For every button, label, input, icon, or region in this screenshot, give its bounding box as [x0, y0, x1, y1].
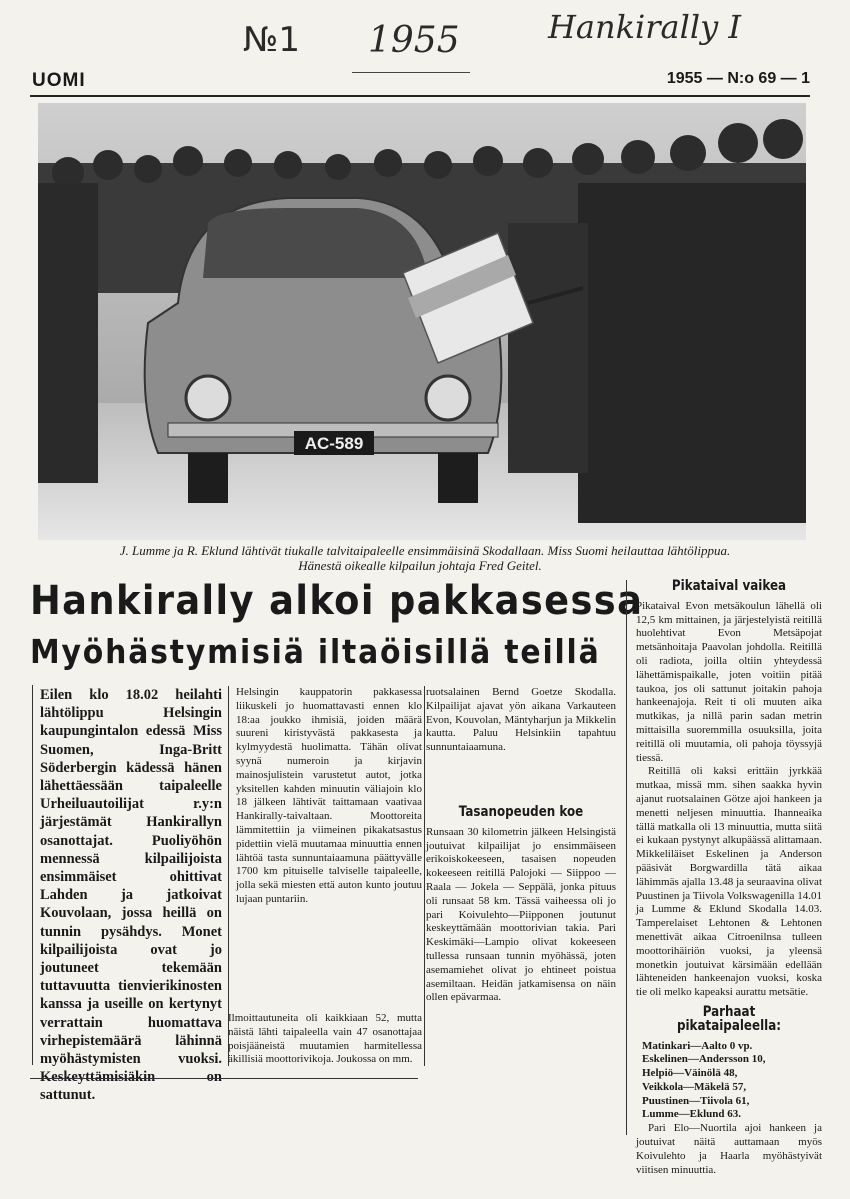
article-column-3: ruotsalainen Bernd Goetze Skodalla. Kilpailijat ajavat yön aikana Varkauteen Evon, Kouvolan, Mäntyharjun ja Mikkelin kautta. Paluu Helsinkiin tapahtuu sunnuntaiaamuna. [426, 686, 616, 754]
column-rule-2 [424, 686, 425, 1066]
subhead-tasanopeuden-koe: Tasanopeuden koe [458, 804, 584, 820]
article-column-4-paragraph-2: Reitillä oli kaksi erittäin jyrkkää mutkaa, missä mm. sihen saakka hyvin ajanut ruotsalainen Götze ajoi hankeen ja menetti neljesen minuuttia. Ihanneaika tällä matkalla oli 13 minuuttia, mutta siitä ei kukaan pystynyt alkupäässä alittamaan. Mikkeliläiset Eskelinen ja Anderson pääsivät Borgwardilla tätä aikaa lähimmäs ajalla 13.48 ja seuraavina olivat Puustinen ja Tiivola Volkswagenilla 14.01 ja Lumme & Eklund Skodalla 14.03. Tamperelaiset Lehtonen & Lehtonen menettivät aikaa Citroenilnsa tulleen moottorihäiriön vuoksi, ja yleensä monetkin joutuivat kärsimään edellään lähteneiden hankeenajon vuoksi, koska tie oli melko kapeaksi aurattu metsätie. [636, 765, 822, 999]
article-column-2-continued: Ilmoittautuneita oli kaikkiaan 52, mutta näistä lähti taipaleella vain 47 osanottajaa poisjääneistä muutamien harmitellessa äkillisiä moottorivikoja. Joukossa on mm. [228, 1012, 422, 1066]
article-column-4-paragraph-3: Pari Elo—Nuortila ajoi hankeen ja joutuivat näitä auttamaan myös Koivulehto ja Haarla myöhästyivät viitisen minuuttia. [636, 1122, 822, 1176]
left-border-rule [32, 685, 34, 1065]
result-item: Matinkari—Aalto 0 vp. [642, 1039, 753, 1052]
headline-main: Hankirally alkoi pakkasessa [30, 578, 644, 624]
handwritten-year: 1955 [368, 20, 460, 61]
result-item: Lumme—Eklund 63. [642, 1108, 742, 1121]
column-rule-3 [626, 580, 627, 1135]
article-column-4 [636, 580, 822, 1177]
masthead-newspaper-name: UOMI [32, 70, 86, 91]
photo-caption-line2: Hänestä oikealle kilpailun johtaja Fred Geitel. [298, 558, 542, 573]
result-item: Eskelinen—Andersson 10, [642, 1053, 766, 1066]
masthead-rule [30, 95, 810, 97]
bottom-rule [30, 1078, 418, 1079]
subhead-pikataival-vaikea: Pikataival vaikea [671, 578, 787, 594]
result-item: Veikkola—Mäkelä 57, [642, 1080, 747, 1093]
article-intro: Eilen klo 18.02 heilahti lähtölippu Helsingin kaupungintalon edessä Miss Suomen, Inga-Britt Söderbergin kädessä hänen lähettäessään taipaleelle Urheiluautoilijat r.y:n järjestämät Hankirallyn osanottajat. Puoliyöhön mennessä kilpailijoista ensimmäiset ohittivat Lahden ja jatkoivat Kouvolaan, jossa heillä on tunnin pysähdys. Monet kilpailijoista ovat jo joutuneet tekemään tuttavuutta tienvierikinosten kanssa ja useille on kertynyt verrattain huomattava virhepistemäärä lähinnä myöhästymisten vuoksi. Keskeyttämisiäkin on sattunut. [40, 687, 222, 1104]
license-plate: AC-589 [304, 434, 364, 453]
result-item: Helpiö—Väinölä 48, [642, 1067, 738, 1080]
handwritten-number: №1 [243, 20, 300, 60]
headline-sub: Myöhästymisiä iltaöisillä teillä [30, 632, 601, 671]
article-column-3-body: Runsaan 30 kilometrin jälkeen Helsingistä joutuivat kilpailijat jo ensimmäiseen erikoiskokeeseen, tasaisen nopeuden kokeeseen reitillä Palojoki — Siippoo — Raala — Jokela — Seppälä, jonka pituus oli runsaat 58 km. Tässä vaiheessa oli jo pari Koivulehto—Piipponen joutunut keskeyttämään moottorivian takia. Pari Keskimäki—Lampio olivat kokeeseen tullessa runsaan tunnin myöhässä, joten asemamiehet olivat jo ehtineet poistua asemiltaan. Heidän jatkamisensa on näin ollen epävarmaa. [426, 825, 616, 1004]
article-column-2: Helsingin kauppatorin pakkasessa liikuskeli jo huomattavasti ennen klo 18:aa joukko ihmisiä, joiden määrä suureni kiristyvästä pakkasesta ja kylmyydestä huolimatta. Tähän olivat syynä numeroin ja kirjavin mainosjulistein varustetut autot, jotka yksitellen kahden minuutin väliajoin klo 18 jälkeen lähtivät taittamaan vaativaa Hankirally-taivaltaan. Moottoreita lämmitettiin ja viimeinen pikakatsastus pidettiin vielä muutamaa minuuttia ennen lähtöä tasta sunnuntaiaamuna päättyvälle 1700 km pituiselle talviselle taipaleelle, jolla sekä miesten että auton kunto joutuu lujaan puntariin. [236, 686, 422, 905]
result-item: Puustinen—Tiivola 61, [642, 1094, 750, 1107]
subhead-parhaat-pikataipaleella: Parhaat pikataipaleella: [676, 1003, 782, 1034]
article-column-4-paragraph-1: Pikataival Evon metsäkoulun lähellä oli 12,5 km mittainen, ja järjestelyistä reitillä huolehtivat Evon Metsäpojat metsänhoitaja Paavolan johdolla. Reitillä oli radiota, joilla oltiin yhteydessä lähettämispaikalle, joten voitiin pitää taukoa, jos oli sattunut joitakin pahoja hankeenajoja. Reit ti oli muuten aika mutkikas, ja nillä parin sadan metrin mittaisilla suoremmilla osuuksilla, joita reitillä oli muutamia, oli pahoja töyssyjä tiessä. [636, 599, 822, 764]
photo-caption-line1: J. Lumme ja R. Eklund lähtivät tiukalle talvitaipaleelle ensimmäisinä Skodallaan. Miss Suomi heilauttaa lähtölippua. [119, 543, 731, 558]
news-photo [38, 103, 806, 540]
column-rule-1 [228, 686, 229, 1066]
handwritten-title: Hankirally I [548, 8, 741, 46]
article-column-3-section [426, 800, 616, 1005]
masthead-issue-number: 1955 — N:o 69 — 1 [666, 70, 810, 87]
handwritten-underline [352, 72, 470, 73]
rally-car-photo [38, 103, 806, 540]
